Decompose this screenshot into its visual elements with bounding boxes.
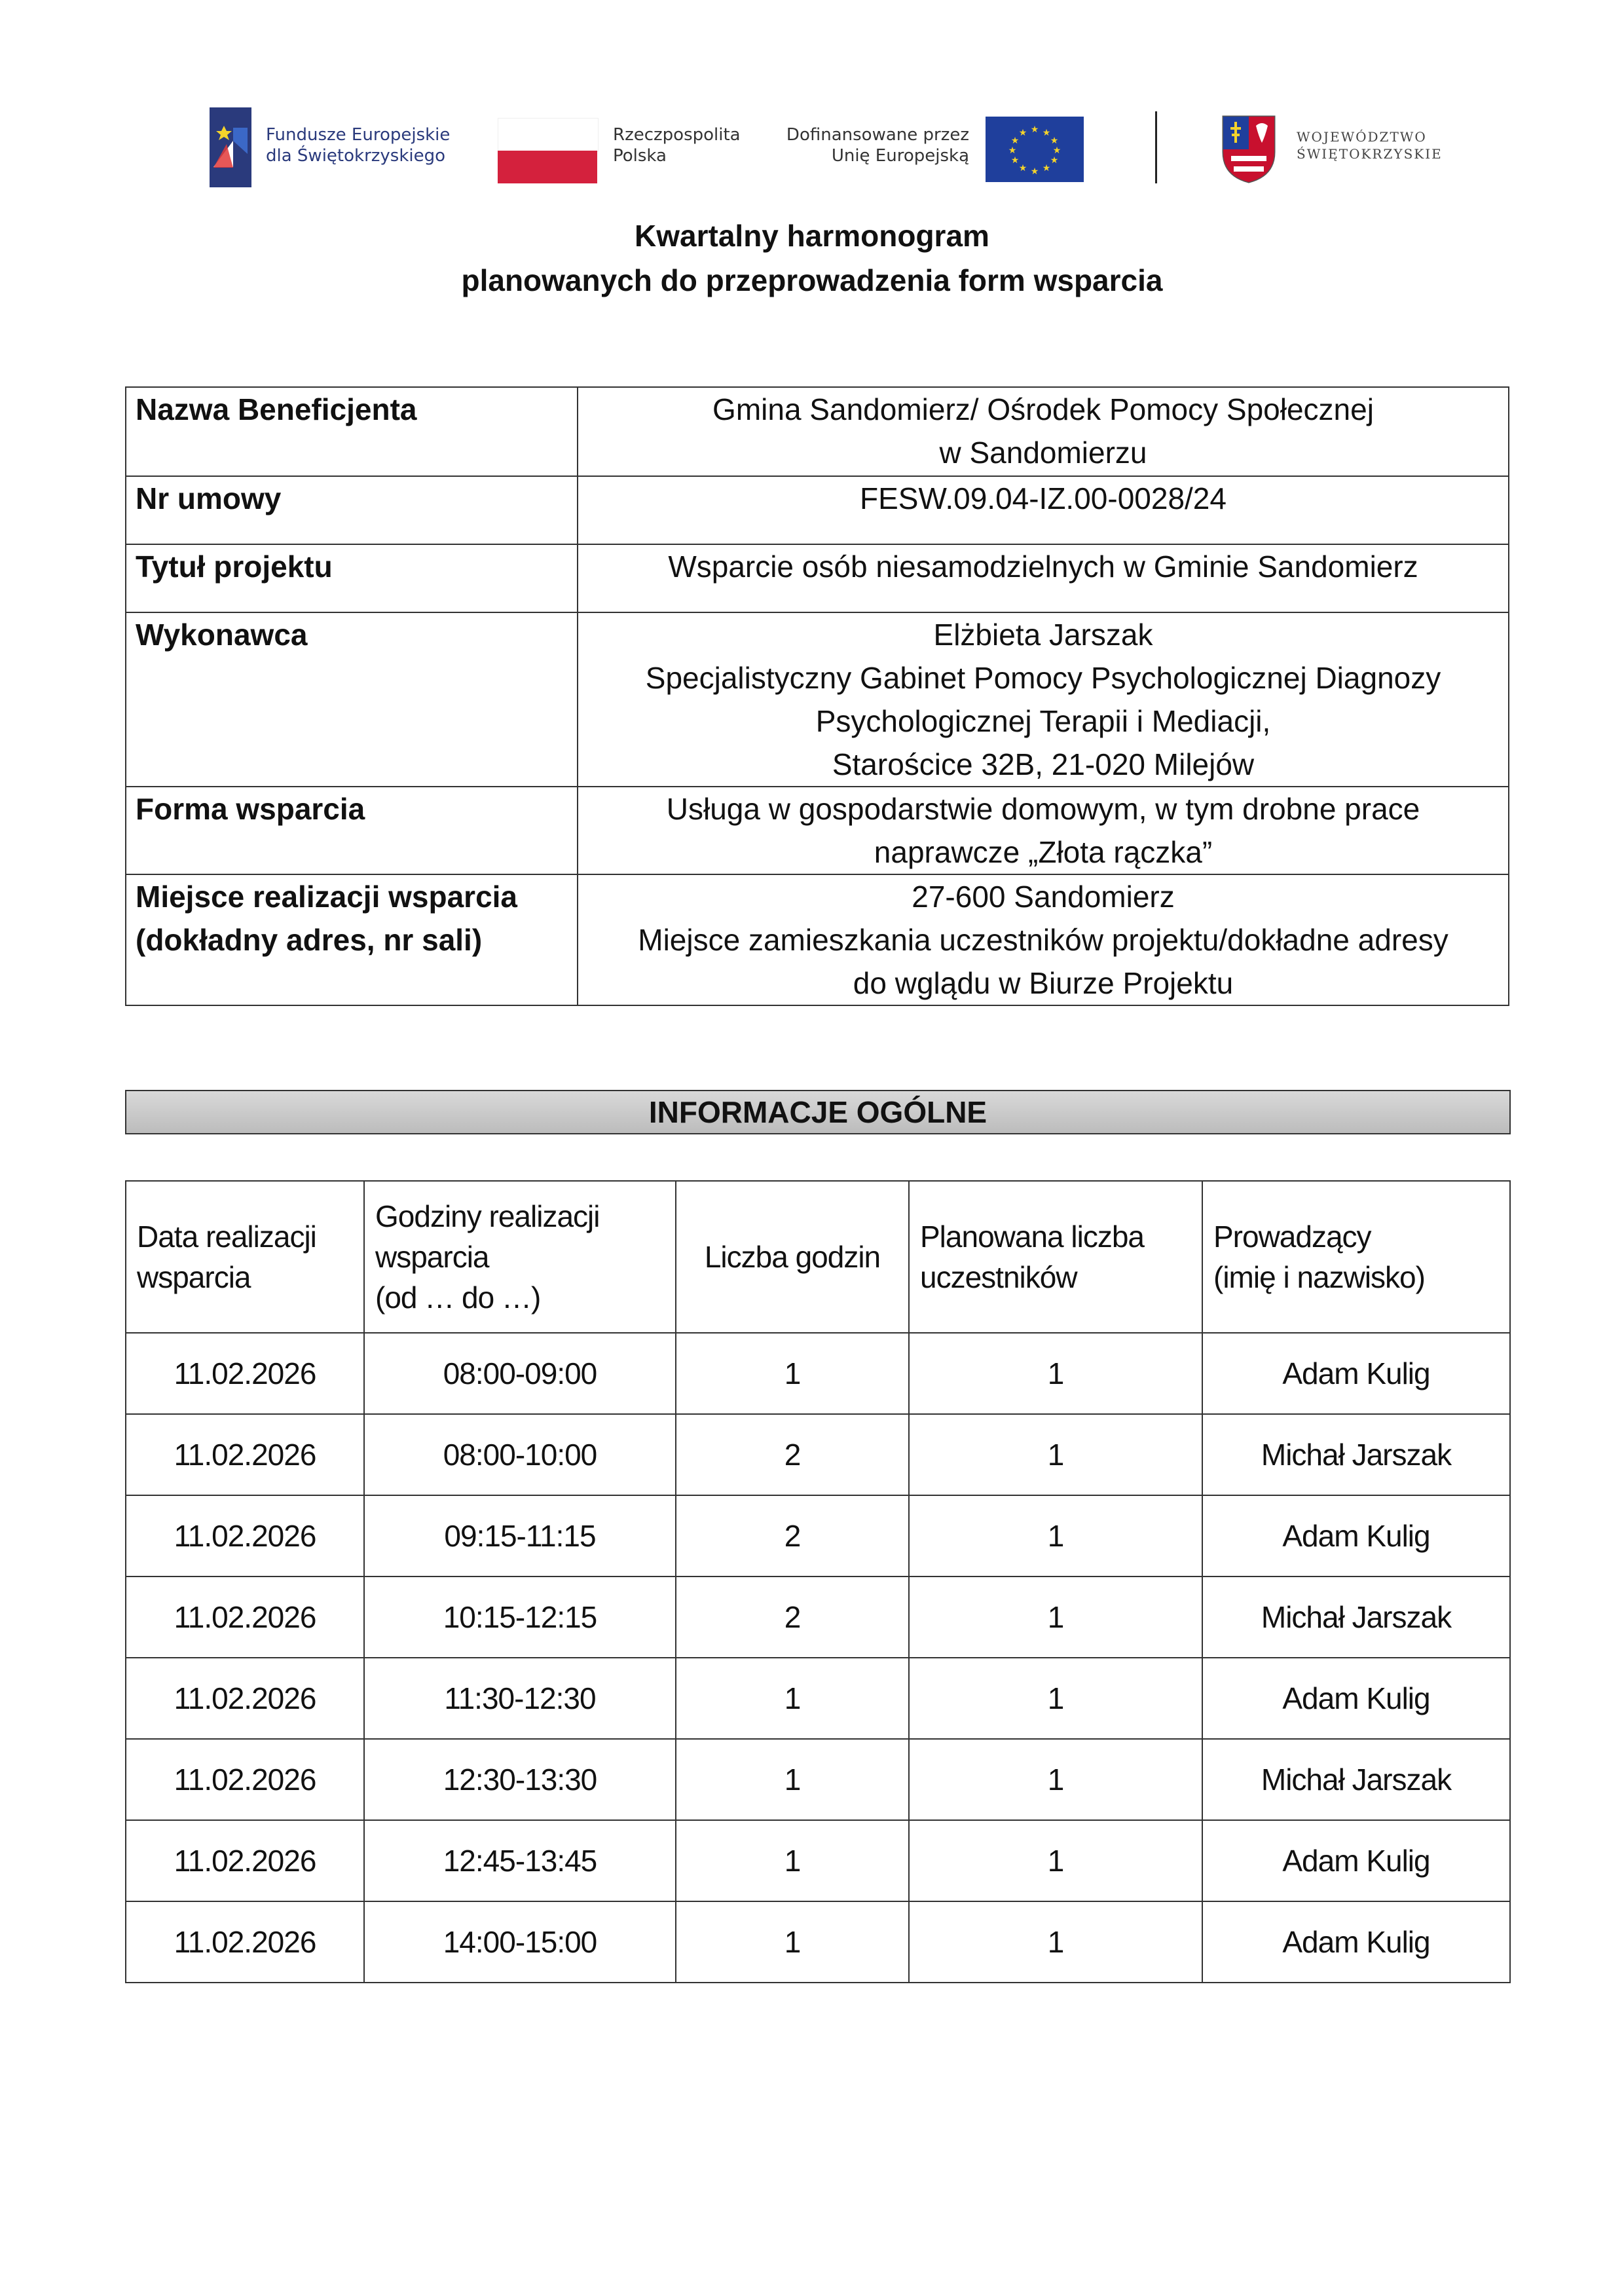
header-date [126, 1181, 364, 1333]
svg-text:★: ★ [1050, 136, 1059, 146]
miejsce-label [126, 874, 578, 1005]
cell-date: 11.02.2026 [126, 1495, 364, 1577]
svg-text:★: ★ [1018, 128, 1027, 138]
miejsce-value-line: do wglądu w Biurze Projektu [853, 966, 1234, 1000]
info-row-tytul [126, 544, 1509, 612]
beneficjent-label: Nazwa Beneficjenta [126, 387, 578, 476]
voivodeship-logo-text [1297, 128, 1443, 162]
header-count-line: Liczba godzin [704, 1240, 881, 1274]
beneficjent-value-line: w Sandomierzu [939, 436, 1147, 470]
cell-participants: 1 [909, 1658, 1202, 1739]
svg-text:★: ★ [1042, 128, 1051, 138]
forma-value-line: Usługa w gospodarstwie domowym, w tym drobne prace [666, 792, 1420, 826]
miejsce-label-line: (dokładny adres, nr sali) [136, 923, 483, 957]
document-title-line-2: planowanych do przeprowadzenia form wsparcia [461, 263, 1163, 297]
info-row-forma [126, 787, 1509, 874]
svg-text:★: ★ [1008, 145, 1017, 156]
svg-text:★: ★ [1010, 136, 1020, 146]
fe-logo-line-1: Fundusze Europejskie [266, 125, 451, 145]
forma-label: Forma wsparcia [126, 787, 578, 874]
wykonawca-value-line: Elżbieta Jarszak [933, 618, 1153, 652]
cell-hours: 12:45-13:45 [364, 1820, 676, 1901]
svg-text:★: ★ [1030, 166, 1039, 177]
svg-text:★: ★ [1018, 163, 1027, 174]
info-row-miejsce [126, 874, 1509, 1005]
schedule-header-row [126, 1181, 1510, 1333]
cell-participants: 1 [909, 1414, 1202, 1495]
miejsce-value-line: 27-600 Sandomierz [912, 880, 1175, 914]
cell-hours: 11:30-12:30 [364, 1658, 676, 1739]
wykonawca-label: Wykonawca [126, 612, 578, 787]
table-row [126, 1495, 1510, 1577]
poland-flag-white [498, 118, 599, 152]
cell-participants: 1 [909, 1901, 1202, 1983]
cell-trainer: Adam Kulig [1202, 1820, 1510, 1901]
table-row [126, 1414, 1510, 1495]
table-row [126, 1658, 1510, 1739]
table-row [126, 1333, 1510, 1414]
cell-trainer: Adam Kulig [1202, 1333, 1510, 1414]
poland-flag-red [498, 151, 597, 183]
logo-bar [0, 0, 1624, 196]
miejsce-label-line: Miejsce realizacji wsparcia [136, 880, 518, 914]
wykonawca-value [578, 612, 1509, 787]
header-trainer-line: Prowadzący [1213, 1220, 1371, 1254]
fe-logo-line-2: dla Świętokrzyskiego [266, 146, 446, 166]
cell-trainer: Michał Jarszak [1202, 1577, 1510, 1658]
cell-hours: 12:30-13:30 [364, 1739, 676, 1820]
fe-logo-text [266, 124, 450, 166]
logo-divider [1155, 111, 1157, 183]
cell-hours: 08:00-10:00 [364, 1414, 676, 1495]
cell-count: 1 [676, 1739, 909, 1820]
section-title-bar: INFORMACJE OGÓLNE [125, 1090, 1511, 1134]
cell-date: 11.02.2026 [126, 1333, 364, 1414]
cell-hours: 14:00-15:00 [364, 1901, 676, 1983]
info-row-umowa [126, 476, 1509, 544]
cell-count: 1 [676, 1901, 909, 1983]
cell-trainer: Adam Kulig [1202, 1901, 1510, 1983]
table-row [126, 1739, 1510, 1820]
cell-count: 2 [676, 1577, 909, 1658]
cell-participants: 1 [909, 1820, 1202, 1901]
cell-participants: 1 [909, 1495, 1202, 1577]
miejsce-value [578, 874, 1509, 1005]
wykonawca-value-line: Starościce 32B, 21-020 Milejów [832, 747, 1255, 781]
coat-of-arms-icon [1219, 113, 1278, 185]
header-date-line: wsparcia [137, 1260, 251, 1294]
header-hours-line: wsparcia [375, 1240, 489, 1274]
cell-hours: 10:15-12:15 [364, 1577, 676, 1658]
cell-trainer: Michał Jarszak [1202, 1414, 1510, 1495]
rp-logo-text [613, 124, 741, 166]
voivodeship-line-2: ŚWIĘTOKRZYSKIE [1297, 146, 1443, 162]
svg-text:★: ★ [1050, 155, 1059, 166]
schedule-table [125, 1180, 1511, 1983]
cell-count: 2 [676, 1414, 909, 1495]
miejsce-value-line: Miejsce zamieszkania uczestników projektu/dokładne adresy [638, 923, 1449, 957]
beneficjent-value-line: Gmina Sandomierz/ Ośrodek Pomocy Społecznej [712, 392, 1374, 426]
info-row-beneficjent [126, 387, 1509, 476]
cell-date: 11.02.2026 [126, 1414, 364, 1495]
project-info-table [125, 386, 1509, 1006]
info-row-wykonawca [126, 612, 1509, 787]
fundusze-europejskie-logo-icon [207, 105, 254, 190]
cell-trainer: Adam Kulig [1202, 1658, 1510, 1739]
svg-text:★: ★ [1030, 124, 1039, 135]
eu-logo-line-1: Dofinansowane przez [786, 125, 969, 145]
cell-date: 11.02.2026 [126, 1739, 364, 1820]
cell-participants: 1 [909, 1333, 1202, 1414]
tytul-label: Tytuł projektu [126, 544, 578, 612]
voivodeship-line-1: WOJEWÓDZTWO [1297, 129, 1427, 145]
wykonawca-value-line: Psychologicznej Terapii i Mediacji, [815, 704, 1271, 738]
cell-count: 1 [676, 1658, 909, 1739]
header-hours-line: (od … do …) [375, 1280, 541, 1315]
wykonawca-value-line: Specjalistyczny Gabinet Pomocy Psychologicznej Diagnozy [645, 661, 1441, 695]
eu-logo-line-2: Unię Europejską [831, 146, 969, 166]
cell-date: 11.02.2026 [126, 1901, 364, 1983]
header-date-line: Data realizacji [137, 1220, 316, 1254]
umowa-value: FESW.09.04-IZ.00-0028/24 [578, 476, 1509, 544]
header-participants [909, 1181, 1202, 1333]
svg-text:★: ★ [1042, 163, 1051, 174]
umowa-label: Nr umowy [126, 476, 578, 544]
beneficjent-value [578, 387, 1509, 476]
cell-date: 11.02.2026 [126, 1820, 364, 1901]
eu-logo-text [773, 124, 969, 166]
eu-flag-icon [986, 117, 1084, 182]
header-participants-line: Planowana liczba [920, 1220, 1145, 1254]
forma-value [578, 787, 1509, 874]
cell-hours: 08:00-09:00 [364, 1333, 676, 1414]
table-row [126, 1901, 1510, 1983]
table-row [126, 1577, 1510, 1658]
tytul-value: Wsparcie osób niesamodzielnych w Gminie Sandomierz [578, 544, 1509, 612]
cell-participants: 1 [909, 1739, 1202, 1820]
cell-trainer: Michał Jarszak [1202, 1739, 1510, 1820]
table-row [126, 1820, 1510, 1901]
svg-text:★: ★ [1052, 145, 1061, 156]
forma-value-line: naprawcze „Złota rączka” [874, 835, 1213, 869]
cell-count: 2 [676, 1495, 909, 1577]
svg-text:★: ★ [1010, 155, 1020, 166]
header-participants-line: uczestników [920, 1260, 1077, 1294]
cell-hours: 09:15-11:15 [364, 1495, 676, 1577]
header-trainer [1202, 1181, 1510, 1333]
header-trainer-line: (imię i nazwisko) [1213, 1260, 1425, 1294]
cell-date: 11.02.2026 [126, 1658, 364, 1739]
cell-count: 1 [676, 1333, 909, 1414]
rp-logo-line-1: Rzeczpospolita [613, 125, 741, 145]
cell-trainer: Adam Kulig [1202, 1495, 1510, 1577]
header-count [676, 1181, 909, 1333]
cell-count: 1 [676, 1820, 909, 1901]
rp-logo-line-2: Polska [613, 146, 667, 166]
cell-date: 11.02.2026 [126, 1577, 364, 1658]
document-title-line-1: Kwartalny harmonogram [635, 219, 989, 253]
header-hours-line: Godziny realizacji [375, 1199, 600, 1233]
cell-participants: 1 [909, 1577, 1202, 1658]
header-hours [364, 1181, 676, 1333]
